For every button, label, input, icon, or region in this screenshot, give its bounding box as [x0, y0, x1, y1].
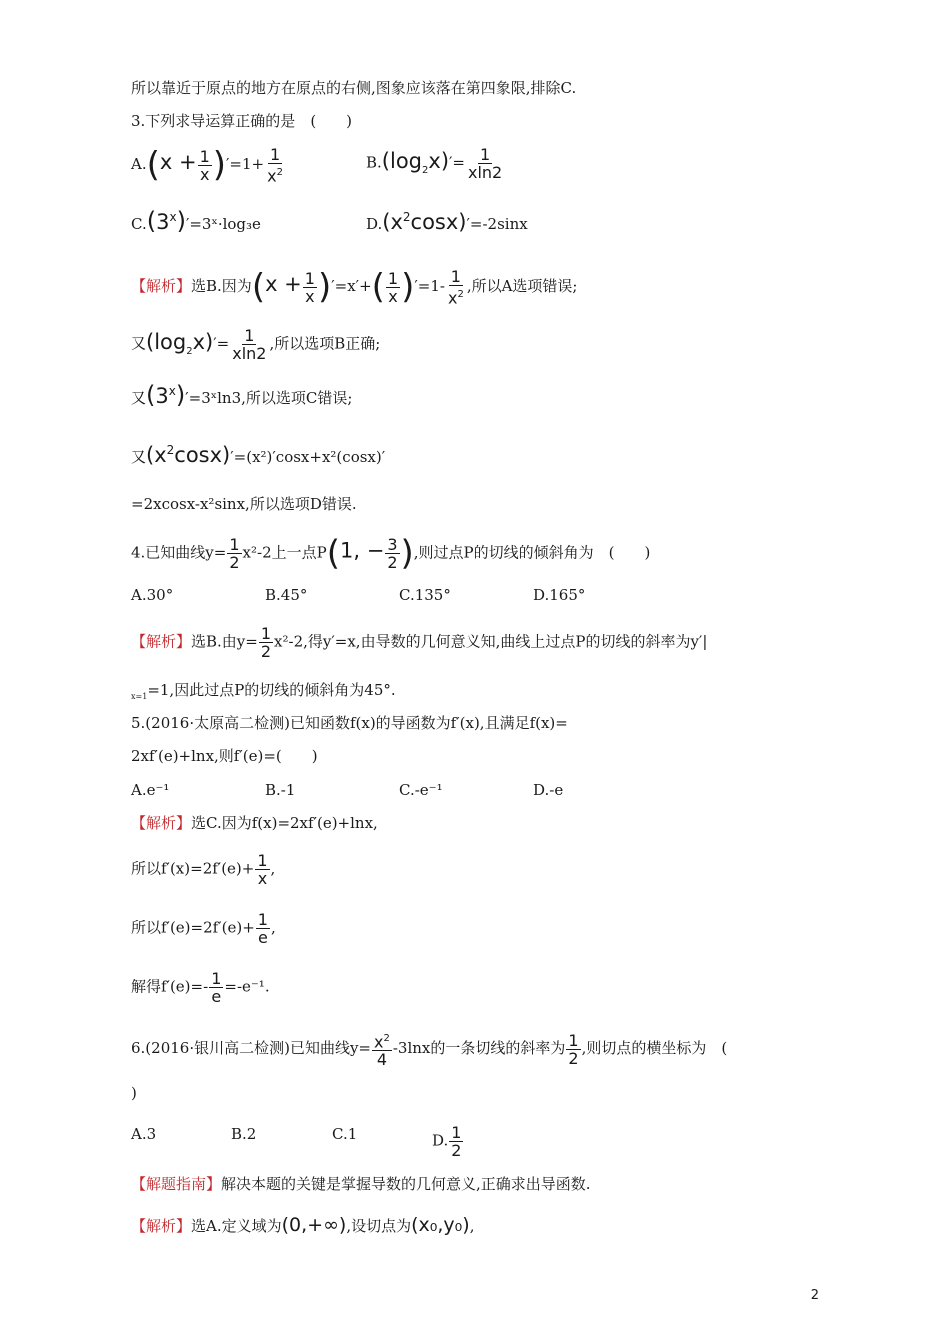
q5-solution-line1: 【解析】选C.因为f(x)=2xf′(e)+lnx,: [131, 814, 378, 832]
q6-guide: 【解题指南】解决本题的关键是掌握导数的几何意义,正确求出导函数.: [131, 1175, 591, 1193]
q4-option-a: A.30°: [131, 586, 174, 604]
frac-1-over-xln2: $\frac{1}{xln2}$: [468, 145, 503, 182]
jiexi-tag: 【解析】: [131, 277, 192, 296]
q4-option-d: D.165°: [533, 586, 586, 604]
q5-solution-line2: 所以f′(x)=2f′(e)+ $\frac{1}{x}$ ,: [131, 851, 276, 888]
q6-option-c: C.1: [332, 1125, 358, 1143]
eq-text: ′=: [449, 153, 465, 172]
q5-option-b: B.-1: [265, 781, 296, 799]
q4-solution-line2: $_{x=1}$=1,因此过点P的切线的倾斜角为45°.: [131, 681, 396, 701]
q5-stem-line1: 5.(2016·太原高二检测)已知函数f(x)的导函数为f′(x),且满足f(x)=: [131, 714, 568, 732]
option-a-label: A.: [131, 155, 147, 174]
q3-option-c: $C.(3^x)'=3ˣ\cdot\log_3e$: [131, 207, 261, 235]
page-number: 2: [810, 1288, 819, 1303]
q3-solution-line5: =2xcosx-x²sinx,所以选项D错误.: [131, 495, 357, 513]
q5-solution-line4: 解得f′(e)=- $\frac{1}{e}$ =-e⁻¹.: [131, 969, 270, 1006]
q3-solution-line2: 又$(\log_2x)'=$ $\frac{1}{xln2}$ ,所以选项B正确;: [131, 326, 381, 363]
q5-option-a: A.e⁻¹: [131, 781, 170, 799]
q4-option-b: B.45°: [265, 586, 308, 604]
q6-option-d: D. $\frac{1}{2}$: [432, 1123, 462, 1160]
tangent-point: (x₀,y₀): [411, 1214, 470, 1236]
q3-option-b: $B.(\log_2x)'=$ $\frac{1}{xln2}$: [366, 145, 503, 182]
q5-option-d: D.-e: [533, 781, 564, 799]
q3-solution-line3: 又$(3^x)'=3ˣ\ln 3$,所以选项C错误;: [131, 381, 353, 409]
frac-1-over-x: $\frac{1}{x}$: [199, 146, 210, 184]
q3-option-a: [131, 146, 286, 184]
q4-option-c: C.135°: [399, 586, 451, 604]
q4-stem: 4.已知曲线y= $\frac{1}{2}$ x²-2上一点P(1, − $\frac{3}{2}$ ),则过点P的切线的倾斜角为 ( ): [131, 533, 651, 574]
q6-stem-line2: ): [131, 1084, 137, 1102]
paren: ): [212, 145, 227, 186]
q5-stem-line2: 2xf′(e)+lnx,则f′(e)=( ): [131, 747, 318, 765]
q5-solution-line3: 所以f′(e)=2f′(e)+ $\frac{1}{e}$ ,: [131, 910, 276, 947]
eq-text: ′=-2sinx: [466, 215, 528, 233]
q6-stem-line1: 6.(2016·银川高二检测)已知曲线y= $\frac{x^2}{4}$ -3lnx的一条切线的斜率为 $\frac{1}{2}$ ,则切点的横坐标为 (: [131, 1030, 728, 1070]
eq-text: ′=1+: [226, 155, 265, 174]
paren: (: [146, 145, 160, 186]
q3-solution-line4: 又$(x^2\cos x)'=(x^2)'\cos x+x^2(\cos x)'$: [131, 443, 386, 467]
domain-interval: (0,+∞): [281, 1214, 347, 1236]
intro-text: 所以靠近于原点的地方在原点的右侧,图象应该落在第四象限,排除C.: [131, 79, 577, 97]
guide-tag: 【解题指南】: [131, 1175, 222, 1193]
q6-option-a: A.3: [131, 1125, 157, 1143]
option-b-label: B.: [366, 153, 382, 172]
option-d-label: D.: [366, 215, 383, 233]
q5-option-c: C.-e⁻¹: [399, 781, 443, 799]
q3-stem: 3.下列求导运算正确的是 ( ): [131, 112, 353, 130]
q3-option-d: $D.(x^2\cos x)'=-2\sin x$: [366, 210, 528, 234]
q3-solution-line1: 【解析】选B.因为(x + $\frac{1}{x}$ )′=x′+( $\frac{1}{x}$ )′=1- $\frac{1}{x^2}$ ,所以A选项错误;: [131, 267, 578, 308]
q6-solution-line1: 【解析】选A.定义域为(0,+∞),设切点为(x₀,y₀),: [131, 1214, 475, 1236]
option-c-label: C.: [131, 215, 147, 233]
eq-text: ′=3ˣ·log₃e: [185, 215, 261, 233]
q6-option-b: B.2: [231, 1125, 257, 1143]
q4-solution-line1: 【解析】选B.由y= $\frac{1}{2}$ x²-2,得y′=x,由导数的几何意义知,曲线上过点P的切线的斜率为y′|: [131, 624, 708, 661]
frac-1-over-x2: $\frac{1}{x^2}$: [267, 145, 283, 186]
math-x-plus: x +: [159, 150, 197, 175]
